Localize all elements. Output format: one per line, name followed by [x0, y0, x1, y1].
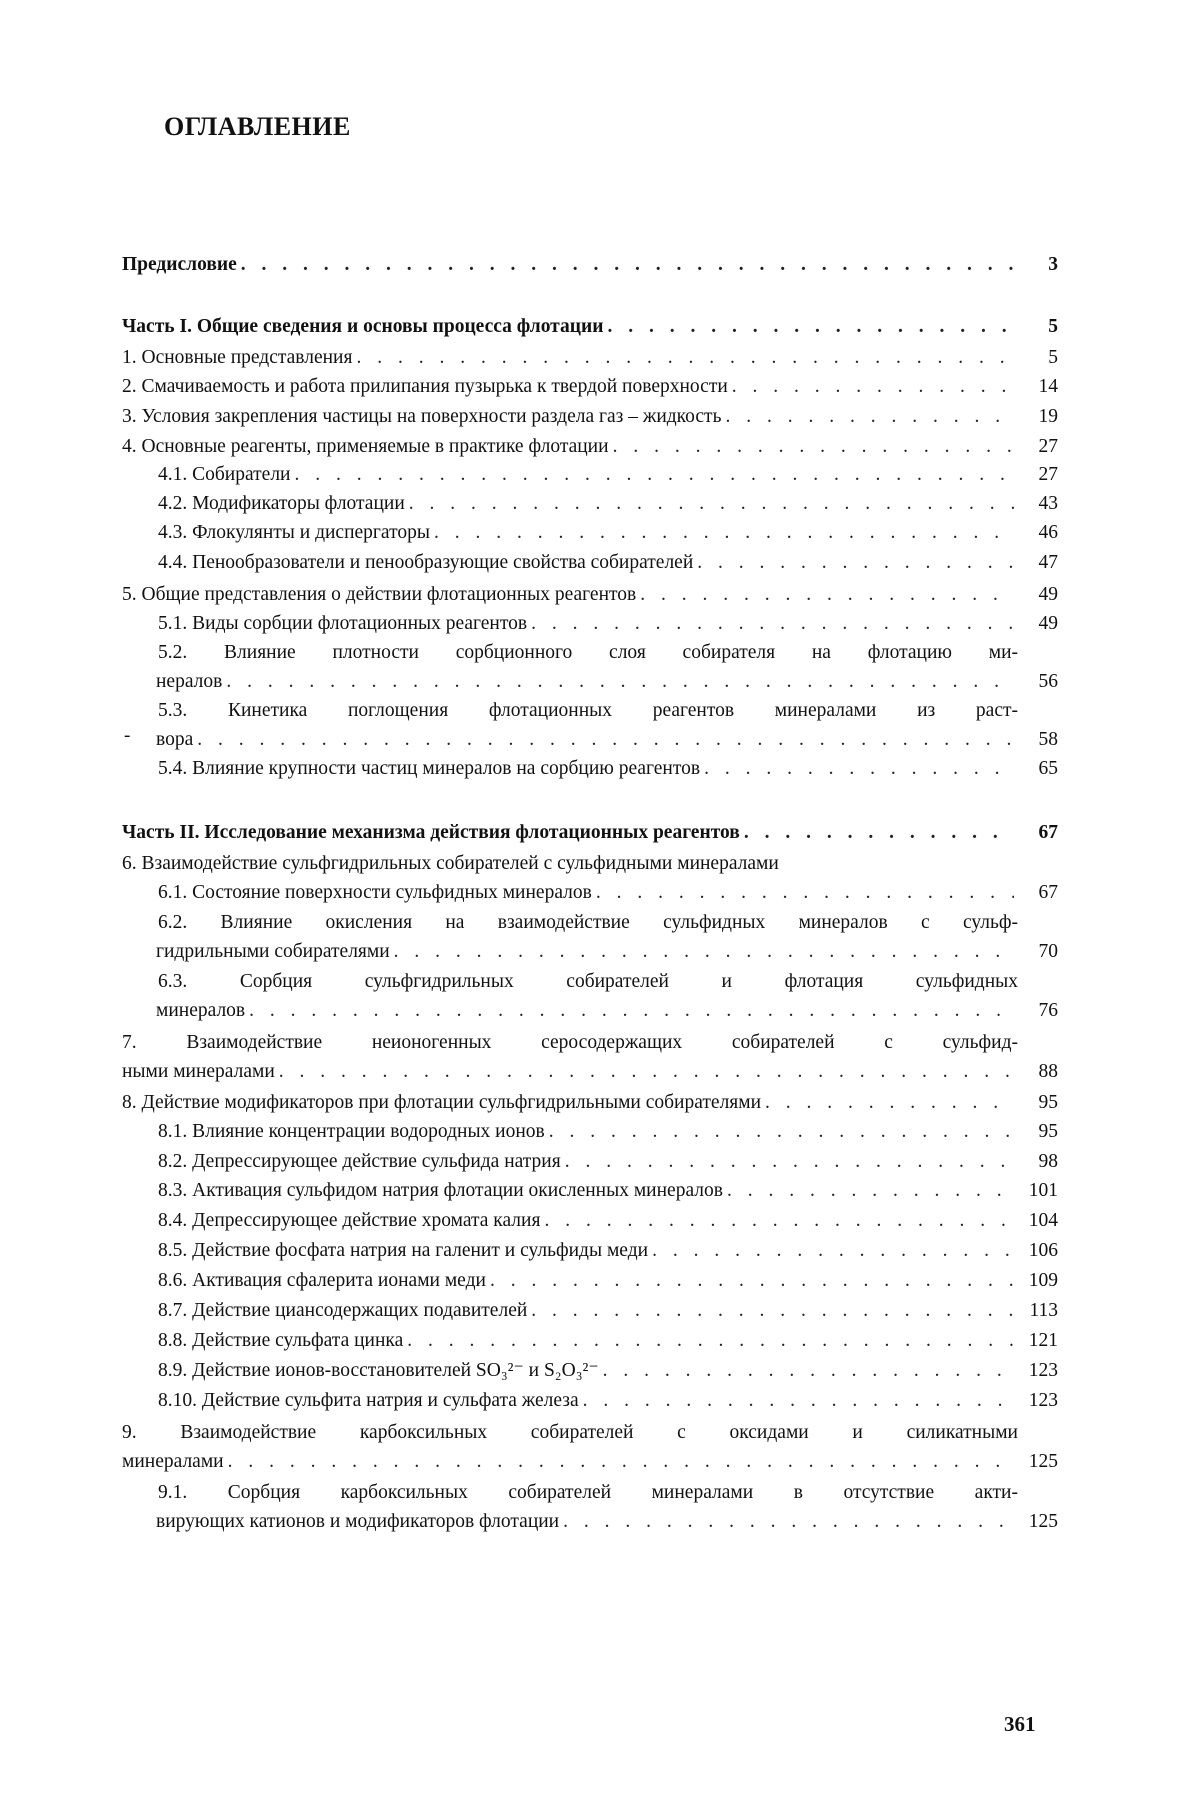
toc-entry-title: 6.2. Влияние окисления на взаимодействие сульфидных минералов с сульф-: [158, 912, 1018, 933]
toc-entry-title: 4.2. Модификаторы флотации: [158, 493, 405, 514]
dot-leader: [544, 1206, 1014, 1235]
toc-page-number: 104: [1028, 1210, 1058, 1231]
dot-leader: [228, 1447, 1014, 1476]
dot-leader: [704, 754, 1014, 783]
toc-page-number: 3: [1048, 254, 1058, 275]
toc-entry-title: 8.5. Действие фосфата натрия на галенит и сульфиды меди: [158, 1240, 649, 1261]
toc-entry-title: 2. Смачиваемость и работа прилипания пузырька к твердой поверхности: [122, 376, 728, 397]
toc-page-number: 58: [1038, 729, 1058, 750]
page-title: ОГЛАВЛЕНИЕ: [164, 112, 351, 141]
toc-entry-title: 5. Общие представления о действии флотационных реагентов: [122, 584, 637, 605]
dot-leader: [725, 402, 1014, 431]
toc-entry-title: 4.1. Собиратели: [158, 464, 291, 485]
toc-page-number: 70: [1038, 941, 1058, 962]
stray-mark: -: [124, 725, 131, 746]
toc-page-number: 125: [1028, 1451, 1058, 1472]
toc-page-number: 123: [1028, 1390, 1058, 1411]
toc-page-number: 43: [1038, 493, 1058, 514]
toc-entry-title: 6.1. Состояние поверхности сульфидных минералов: [158, 882, 592, 903]
dot-leader: [607, 312, 1014, 341]
toc-page-number: 49: [1038, 584, 1058, 605]
toc-entry-title: 5.1. Виды сорбции флотационных реагентов: [158, 613, 528, 634]
toc-entry-title-continued: минералов: [156, 1000, 246, 1021]
dot-leader: [765, 1088, 1014, 1117]
toc-page-number: 98: [1038, 1151, 1058, 1172]
toc-entry-title: Часть I. Общие сведения и основы процесса флотации: [122, 316, 604, 337]
dot-leader: [613, 432, 1014, 461]
toc-entry-title: Часть II. Исследование механизма действия флотационных реагентов: [122, 822, 740, 843]
toc-entry-title: 8.9. Действие ионов-восстановителей SO₃²⁻ и S₂O₃²⁻: [158, 1360, 599, 1381]
dot-leader: [596, 878, 1014, 907]
toc-page-number: 27: [1038, 436, 1058, 457]
toc-entry-title: 8.4. Депрессирующее действие хромата калия: [158, 1210, 541, 1231]
toc-entry-title-continued: гидрильными собирателями: [156, 941, 390, 962]
toc-page-number: 106: [1028, 1240, 1058, 1261]
dot-leader: [531, 1296, 1014, 1325]
dot-leader: [394, 937, 1014, 966]
toc-entry-title: 7. Взаимодействие неионогенных серосодержащих собирателей с сульфид-: [122, 1032, 1018, 1053]
toc-page-number: 27: [1038, 464, 1058, 485]
dot-leader: [549, 1117, 1014, 1146]
toc-entry-title-continued: минералами: [122, 1451, 224, 1472]
dot-leader: [226, 667, 1014, 696]
toc-page-number: 67: [1038, 882, 1058, 903]
toc-entry-title: 3. Условия закрепления частицы на поверхности раздела газ – жидкость: [122, 406, 722, 427]
toc-entry-title: 5.2. Влияние плотности сорбционного слоя собирателя на флотацию ми-: [158, 642, 1018, 663]
toc-page-number: 47: [1038, 552, 1058, 573]
toc-page-number: 49: [1038, 613, 1058, 634]
toc-page-number: 113: [1029, 1300, 1058, 1321]
dot-leader: [249, 996, 1014, 1025]
dot-leader: [407, 1326, 1014, 1355]
toc-entry-title: Предисловие: [122, 254, 237, 275]
toc-entry-title-continued: вора: [156, 729, 194, 750]
toc-page-number: 46: [1038, 522, 1058, 543]
toc-entry-title: 8.2. Депрессирующее действие сульфида натрия: [158, 1151, 561, 1172]
toc-entry-title: 6. Взаимодействие сульфгидрильных собирателей с сульфидными минералами: [122, 853, 779, 874]
toc-entry-title: 4.3. Флокулянты и диспергаторы: [158, 522, 430, 543]
toc-entry-title: 8.3. Активация сульфидом натрия флотации окисленных минералов: [158, 1180, 723, 1201]
dot-leader: [409, 489, 1014, 518]
dot-leader: [652, 1236, 1014, 1265]
toc-page-number: 109: [1028, 1270, 1058, 1291]
toc-page-number: 101: [1028, 1180, 1058, 1201]
toc-page-number: 5: [1048, 347, 1058, 368]
toc-page-number: 76: [1038, 1000, 1058, 1021]
toc-entry-title: 6.3. Сорбция сульфгидрильных собирателей и флотация сульфидных: [158, 971, 1018, 992]
toc-page-number: 95: [1038, 1121, 1058, 1142]
toc-page-number: 67: [1038, 822, 1058, 843]
toc-entry-title: 8.6. Активация сфалерита ионами меди: [158, 1270, 486, 1291]
toc-page-number: 5: [1048, 316, 1058, 337]
page-number: 361: [1004, 1712, 1036, 1736]
dot-leader: [744, 818, 1014, 847]
toc-entry-title: 4.4. Пенообразователи и пенообразующие свойства собирателей: [158, 552, 694, 573]
toc-page-number: 65: [1038, 758, 1058, 779]
toc-entry-title: 8.7. Действие циансодержащих подавителей: [158, 1300, 528, 1321]
toc-entry-title: 8.8. Действие сульфата цинка: [158, 1330, 404, 1351]
dot-leader: [279, 1057, 1014, 1086]
dot-leader: [640, 580, 1014, 609]
toc-page-number: 95: [1038, 1092, 1058, 1113]
toc-entry-title-continued: вирующих катионов и модификаторов флотации: [156, 1511, 560, 1532]
dot-leader: [583, 1386, 1014, 1415]
dot-leader: [356, 343, 1014, 372]
toc-entry-title: 5.3. Кинетика поглощения флотационных реагентов минералами из раст-: [158, 700, 1018, 721]
toc-entry-title: 4. Основные реагенты, применяемые в практике флотации: [122, 436, 609, 457]
toc-page-number: 14: [1038, 376, 1058, 397]
toc-entry-title: 8. Действие модификаторов при флотации сульфгидрильными собирателями: [122, 1092, 762, 1113]
toc-page-number: 56: [1038, 671, 1058, 692]
toc-entry-title: 5.4. Влияние крупности частиц минералов на сорбцию реагентов: [158, 758, 701, 779]
toc-entry-title-continued: ными минералами: [122, 1061, 275, 1082]
toc-page-number: 121: [1028, 1330, 1058, 1351]
toc-page-number: 125: [1028, 1511, 1058, 1532]
toc-page-number: 19: [1038, 406, 1058, 427]
toc-entry-title: 9. Взаимодействие карбоксильных собирателей с оксидами и силикатными: [122, 1422, 1018, 1443]
dot-leader: [434, 518, 1014, 547]
dot-leader: [565, 1147, 1014, 1176]
toc-entry-title: 1. Основные представления: [122, 347, 353, 368]
dot-leader: [294, 460, 1014, 489]
toc-page-number: 123: [1028, 1360, 1058, 1381]
dot-leader: [732, 372, 1014, 401]
toc-entry-title: 8.10. Действие сульфита натрия и сульфата железа: [158, 1390, 579, 1411]
dot-leader: [727, 1176, 1014, 1205]
toc-entry-title: 9.1. Сорбция карбоксильных собирателей минералами в отсутствие акти-: [158, 1482, 1018, 1503]
toc-entry-title: 8.1. Влияние концентрации водородных ионов: [158, 1121, 545, 1142]
toc-entry-title-continued: нералов: [156, 671, 223, 692]
dot-leader: [490, 1266, 1014, 1295]
dot-leader: [241, 250, 1014, 279]
toc-page-number: 88: [1038, 1061, 1058, 1082]
dot-leader: [197, 725, 1014, 754]
dot-leader: [563, 1507, 1014, 1536]
dot-leader: [603, 1356, 1014, 1385]
dot-leader: [697, 548, 1014, 577]
dot-leader: [531, 609, 1014, 638]
